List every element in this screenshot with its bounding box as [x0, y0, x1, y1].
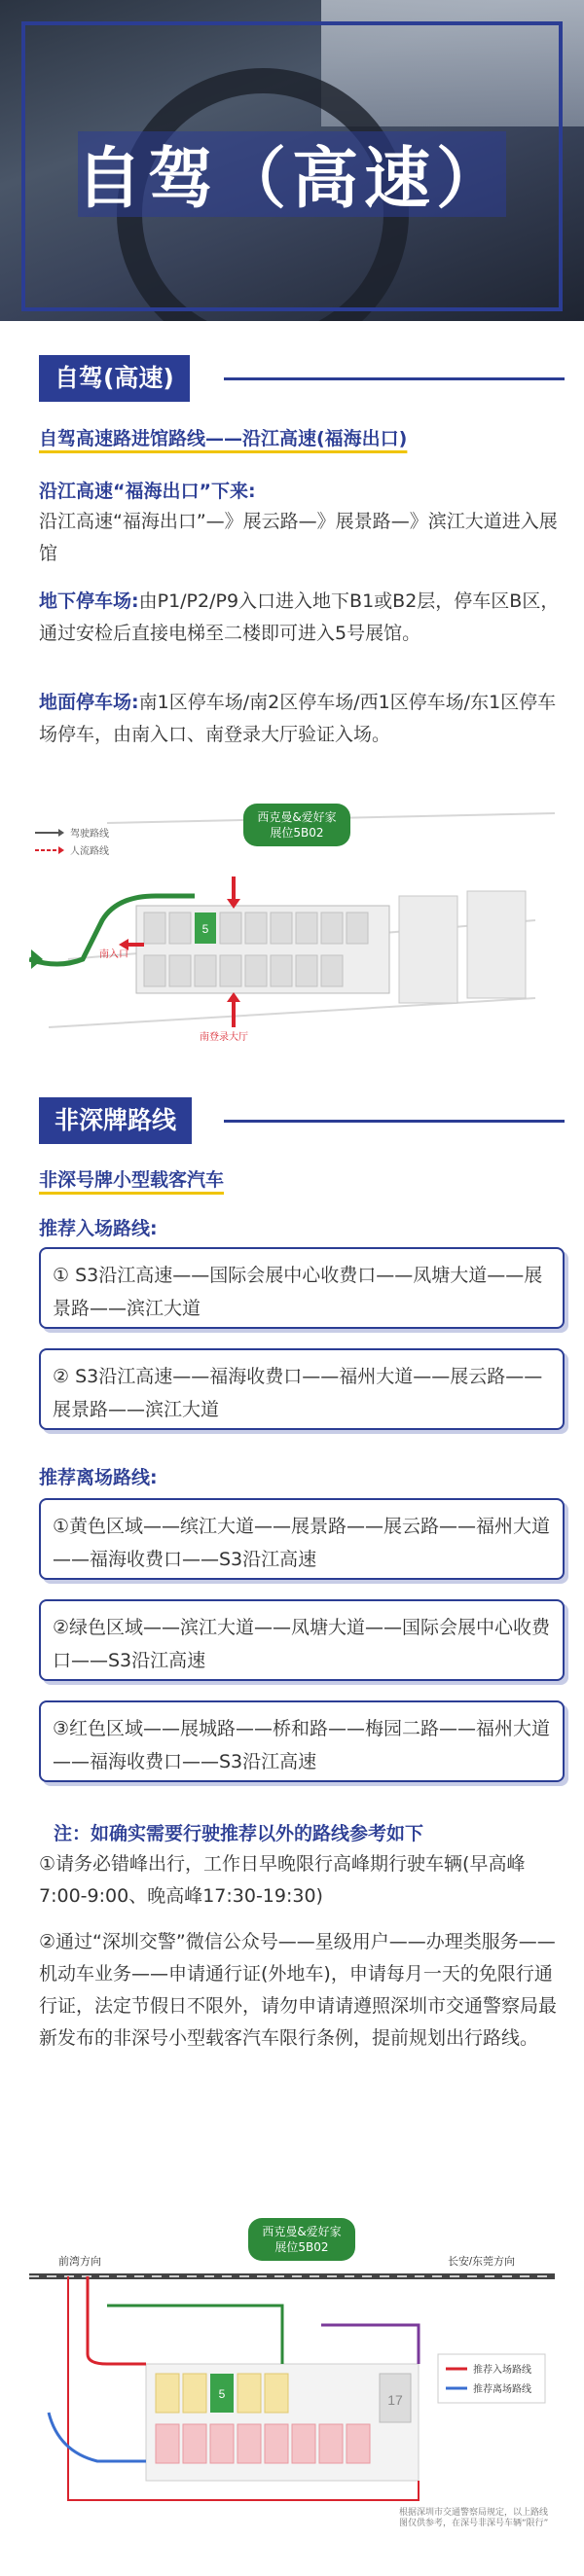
legend-driving: 驾驶路线 [70, 829, 109, 840]
legend-enter: 推荐入场路线 [473, 2365, 531, 2376]
hall-5-label: 5 [201, 922, 209, 936]
exit-route-yellow: ①黄色区域——缤江大道——展景路——展云路——福州大道——福海收费口——S3沿江高速 [39, 1498, 565, 1580]
hero-banner [0, 0, 584, 331]
note-2: ②通过“深圳交警”微信公众号——星级用户——办理类服务——机动车业务——申请通行证(外地车)，申请每月一天的免限行通行证，法定节假日不限外，请勿申请请遵照深圳市交通警察局最新发布的非深号小型载客汽车限行条例，提前规划出行路线。 [39, 1931, 558, 2049]
road-right-label: 长安/东莞方向 [448, 2256, 516, 2268]
hall-5-label-2: 5 [218, 2387, 226, 2401]
ground-label: 地面停车场: [39, 692, 139, 713]
exit-route-text: 沿江高速“福海出口”—》展云路—》展景路—》滨江大道进入展馆 [39, 511, 558, 564]
legend-walking: 人流路线 [70, 846, 109, 857]
section-rule [224, 377, 565, 380]
section-title-highway: 自驾(高速) [39, 355, 190, 402]
highway-route-subtitle: 自驾高速路进馆路线——沿江高速(福海出口) [39, 428, 408, 449]
enter-route-2: ② S3沿江高速——福海收费口——福州大道——展云路——展景路——滨江大道 [39, 1348, 565, 1430]
underground-parking [39, 586, 565, 650]
ground-parking [39, 687, 565, 751]
enter-heading: 推荐入场路线: [39, 1218, 158, 1239]
ground-text: 南1区停车场/南2区停车场/西1区停车场/东1区停车场停车，由南入口、南登录大厅验证入场。 [39, 692, 557, 745]
note-1: ①请务必错峰出行，工作日早晚限行高峰期行驶车辆(早高峰7:00-9:00、晚高峰17:30-19:30) [39, 1853, 526, 1907]
exit-route-green: ②绿色区域——滨江大道——凤塘大道——国际会展中心收费口——S3沿江高速 [39, 1599, 565, 1681]
exit-route-red: ③红色区域——展城路——桥和路——梅园二路——福州大道——福海收费口——S3沿江高速 [39, 1700, 565, 1782]
section-title-nonlocal: 非深牌路线 [39, 1097, 192, 1144]
legend-exit: 推荐离场路线 [473, 2384, 531, 2395]
booth-callout: 西克曼&爱好家 展位5B02 [243, 804, 350, 846]
enter-route-1: ① S3沿江高速——国际会展中心收费口——凤塘大道——展景路——滨江大道 [39, 1247, 565, 1329]
nonlocal-subtitle: 非深号牌小型载客汽车 [39, 1169, 225, 1191]
note-title: 注：如确实需要行驶推荐以外的路线参考如下 [54, 1823, 424, 1844]
south-entrance-label: 南入口 [99, 949, 128, 960]
hall-17-label: 17 [387, 2392, 403, 2408]
underground-label: 地下停车场: [39, 590, 139, 612]
hero-title: 自驾（高速） [75, 141, 508, 218]
exit-routes-heading: 推荐离场路线: [39, 1467, 158, 1488]
section-rule-2 [224, 1120, 565, 1123]
map2-svg [29, 2218, 555, 2539]
south-lobby-label: 南登录大厅 [200, 1032, 248, 1043]
venue-map-highway [29, 804, 555, 1047]
road-left-label: 前湾方向 [58, 2256, 101, 2268]
underground-text: 由P1/P2/P9入口进入地下B1或B2层，停车区B区，通过安检后直接电梯至二楼即可进入5号展馆。 [39, 590, 560, 644]
exit-heading: 沿江高速“福海出口”下来: [39, 481, 256, 502]
venue-map-nonlocal [29, 2218, 555, 2539]
booth-callout-2: 西克曼&爱好家 展位5B02 [248, 2218, 355, 2261]
map2-footnote: 根据深圳市交通警察局规定，以上路线图仅供参考，在深号非深号车辆“限行” [399, 2508, 549, 2528]
